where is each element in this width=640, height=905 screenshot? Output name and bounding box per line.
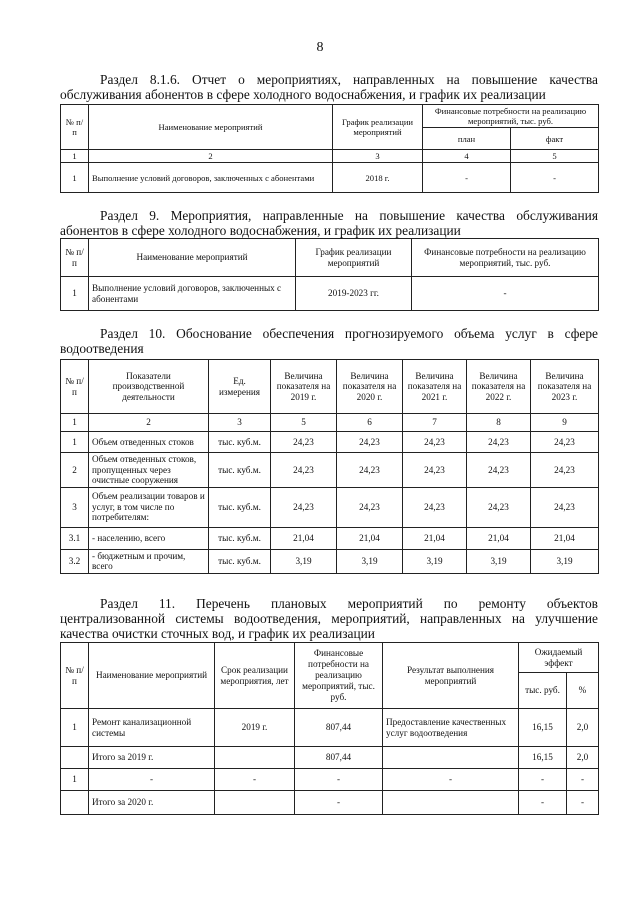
table-row bbox=[61, 549, 599, 573]
heading-line: Раздел 11. Перечень плановых мероприятий по ремонту объектов bbox=[100, 596, 598, 611]
col-number: 7 bbox=[403, 414, 467, 432]
col-header: График реализации мероприятий bbox=[296, 239, 412, 277]
cell: 3,19 bbox=[467, 549, 531, 573]
page-number: 8 bbox=[316, 40, 324, 55]
heading-line: обслуживания абонентов в сфере холодного водоснабжения, и график их реализации bbox=[60, 87, 546, 102]
col-header: план bbox=[423, 128, 511, 150]
heading-line: централизованной системы водоотведения, мероприятий, направленных на улучшение bbox=[60, 611, 598, 626]
cell: 3,19 bbox=[271, 549, 337, 573]
cell: 21,04 bbox=[403, 527, 467, 549]
cell: - bbox=[383, 769, 519, 791]
table-10 bbox=[60, 359, 599, 574]
col-header: Финансовые потребности на реализацию мероприятий, тыс. руб. bbox=[412, 239, 599, 277]
cell: тыс. куб.м. bbox=[209, 487, 271, 527]
col-number: 3 bbox=[209, 414, 271, 432]
cell: - bbox=[295, 769, 383, 791]
section-10-heading bbox=[60, 326, 598, 356]
heading-line: водоотведения bbox=[60, 341, 144, 356]
col-number: 3 bbox=[333, 150, 423, 163]
cell: 1 bbox=[61, 769, 89, 791]
cell: Объем отведенных стоков, пропущенных через очистные сооружения bbox=[89, 453, 209, 488]
col-number: 5 bbox=[271, 414, 337, 432]
table-row bbox=[61, 163, 599, 193]
cell bbox=[383, 747, 519, 769]
table-row bbox=[61, 487, 599, 527]
col-header: факт bbox=[511, 128, 599, 150]
col-header: Наименование мероприятий bbox=[89, 105, 333, 150]
table-row bbox=[61, 527, 599, 549]
cell bbox=[61, 791, 89, 815]
col-header: № п/п bbox=[61, 239, 89, 277]
cell: 24,23 bbox=[403, 453, 467, 488]
heading-line: качества очистки сточных вод, и график их реализации bbox=[60, 626, 375, 641]
cell: тыс. куб.м. bbox=[209, 527, 271, 549]
cell: 2019-2023 гг. bbox=[296, 277, 412, 311]
cell: 24,23 bbox=[531, 487, 599, 527]
col-number: 2 bbox=[89, 414, 209, 432]
cell: 807,44 bbox=[295, 709, 383, 747]
cell: 2 bbox=[61, 453, 89, 488]
cell: 21,04 bbox=[467, 527, 531, 549]
col-header: Величина показателя на 2022 г. bbox=[467, 360, 531, 414]
cell: - bbox=[89, 769, 215, 791]
col-header: № п/п bbox=[61, 105, 89, 150]
col-header: Величина показателя на 2023 г. bbox=[531, 360, 599, 414]
col-header: Срок реализации мероприятия, лет bbox=[215, 643, 295, 709]
cell: 16,15 bbox=[519, 709, 567, 747]
cell: 3,19 bbox=[531, 549, 599, 573]
table-row bbox=[61, 277, 599, 311]
cell: 2018 г. bbox=[333, 163, 423, 193]
cell: Объем реализации товаров и услуг, в том числе по потребителям: bbox=[89, 487, 209, 527]
cell: 1 bbox=[61, 163, 89, 193]
cell: 2,0 bbox=[567, 709, 599, 747]
col-number: 2 bbox=[89, 150, 333, 163]
cell: 24,23 bbox=[271, 432, 337, 453]
col-header: Финансовые потребности на реализацию мероприятий, тыс. руб. bbox=[295, 643, 383, 709]
cell: 24,23 bbox=[467, 453, 531, 488]
cell: Ремонт канализационной системы bbox=[89, 709, 215, 747]
col-header: Величина показателя на 2020 г. bbox=[337, 360, 403, 414]
col-header: Ожидаемый эффект bbox=[519, 643, 599, 673]
table-9 bbox=[60, 238, 599, 311]
table-8-1-6 bbox=[60, 104, 599, 193]
col-number: 4 bbox=[423, 150, 511, 163]
cell: - bbox=[215, 769, 295, 791]
heading-line: Раздел 9. Мероприятия, направленные на повышение качества обслуживания bbox=[100, 208, 598, 223]
col-number: 1 bbox=[61, 414, 89, 432]
cell: 24,23 bbox=[337, 453, 403, 488]
cell bbox=[61, 747, 89, 769]
cell bbox=[383, 791, 519, 815]
cell: Выполнение условий договоров, заключенных с абонентами bbox=[89, 277, 296, 311]
col-number: 8 bbox=[467, 414, 531, 432]
col-header: Финансовые потребности на реализацию мероприятий, тыс. руб. bbox=[423, 105, 599, 128]
cell: - bbox=[519, 791, 567, 815]
cell: - бюджетным и прочим, всего bbox=[89, 549, 209, 573]
cell: 24,23 bbox=[337, 487, 403, 527]
table-row bbox=[61, 769, 599, 791]
cell: 3,19 bbox=[337, 549, 403, 573]
col-header: Величина показателя на 2021 г. bbox=[403, 360, 467, 414]
cell: Объем отведенных стоков bbox=[89, 432, 209, 453]
heading-line: Раздел 10. Обоснование обеспечения прогнозируемого объема услуг в сфере bbox=[100, 326, 598, 341]
cell: 2019 г. bbox=[215, 709, 295, 747]
cell: - bbox=[295, 791, 383, 815]
cell: 24,23 bbox=[271, 487, 337, 527]
col-header: Наименование мероприятий bbox=[89, 239, 296, 277]
col-header: № п/п bbox=[61, 643, 89, 709]
section-11-heading bbox=[60, 596, 598, 641]
cell: 24,23 bbox=[403, 487, 467, 527]
cell: 1 bbox=[61, 709, 89, 747]
col-header: Величина показателя на 2019 г. bbox=[271, 360, 337, 414]
table-row bbox=[61, 791, 599, 815]
cell: 24,23 bbox=[271, 453, 337, 488]
cell: 1 bbox=[61, 277, 89, 311]
cell: 24,23 bbox=[531, 432, 599, 453]
cell: 24,23 bbox=[467, 487, 531, 527]
col-header: тыс. руб. bbox=[519, 673, 567, 709]
cell: 21,04 bbox=[531, 527, 599, 549]
col-header: Наименование мероприятий bbox=[89, 643, 215, 709]
table-row bbox=[61, 747, 599, 769]
cell: 1 bbox=[61, 432, 89, 453]
section-8-1-6-heading bbox=[60, 72, 598, 102]
heading-line: абонентов в сфере холодного водоснабжения, и график их реализации bbox=[60, 223, 461, 238]
cell: - населению, всего bbox=[89, 527, 209, 549]
col-header: Показатели производственной деятельности bbox=[89, 360, 209, 414]
cell bbox=[215, 747, 295, 769]
cell: 21,04 bbox=[337, 527, 403, 549]
cell: Итого за 2020 г. bbox=[89, 791, 215, 815]
cell: - bbox=[412, 277, 599, 311]
col-header: № п/п bbox=[61, 360, 89, 414]
cell: 3 bbox=[61, 487, 89, 527]
table-11 bbox=[60, 642, 599, 815]
cell: 2,0 bbox=[567, 747, 599, 769]
cell: 24,23 bbox=[467, 432, 531, 453]
cell: 24,23 bbox=[531, 453, 599, 488]
cell: тыс. куб.м. bbox=[209, 549, 271, 573]
cell: Итого за 2019 г. bbox=[89, 747, 215, 769]
col-header: % bbox=[567, 673, 599, 709]
col-number: 5 bbox=[511, 150, 599, 163]
col-header: График реализации мероприятий bbox=[333, 105, 423, 150]
cell bbox=[215, 791, 295, 815]
cell: 3.1 bbox=[61, 527, 89, 549]
cell: 3.2 bbox=[61, 549, 89, 573]
cell: 807,44 bbox=[295, 747, 383, 769]
cell: 3,19 bbox=[403, 549, 467, 573]
heading-line: Раздел 8.1.6. Отчет о мероприятиях, направленных на повышение качества bbox=[100, 72, 598, 87]
table-row bbox=[61, 453, 599, 488]
col-header: Ед. измерения bbox=[209, 360, 271, 414]
table-row bbox=[61, 709, 599, 747]
cell: Предоставление качественных услуг водоотведения bbox=[383, 709, 519, 747]
cell: - bbox=[423, 163, 511, 193]
section-9-heading bbox=[60, 208, 598, 238]
cell: тыс. куб.м. bbox=[209, 432, 271, 453]
table-row bbox=[61, 432, 599, 453]
cell: Выполнение условий договоров, заключенных с абонентами bbox=[89, 163, 333, 193]
cell: - bbox=[511, 163, 599, 193]
cell: 21,04 bbox=[271, 527, 337, 549]
cell: - bbox=[567, 769, 599, 791]
col-header: Результат выполнения мероприятий bbox=[383, 643, 519, 709]
cell: 24,23 bbox=[337, 432, 403, 453]
cell: тыс. куб.м. bbox=[209, 453, 271, 488]
col-number: 6 bbox=[337, 414, 403, 432]
cell: - bbox=[519, 769, 567, 791]
col-number: 9 bbox=[531, 414, 599, 432]
cell: 16,15 bbox=[519, 747, 567, 769]
cell: 24,23 bbox=[403, 432, 467, 453]
cell: - bbox=[567, 791, 599, 815]
col-number: 1 bbox=[61, 150, 89, 163]
